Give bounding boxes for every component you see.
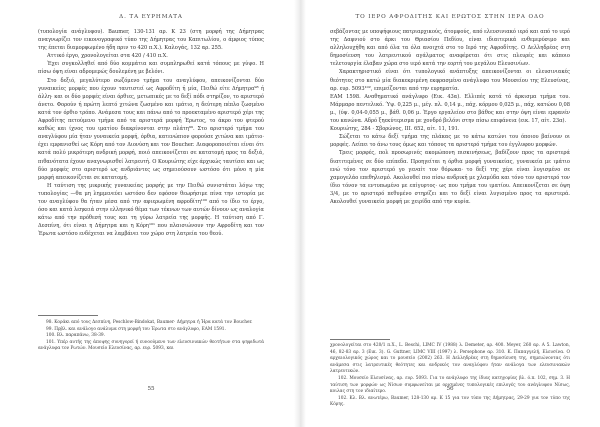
paragraph: Αττικό έργο, χρονολογείται στα 420 / 410 π.Χ. — [47, 53, 168, 60]
paragraph: (τυπολογία ανάγλυφου). Baumer, 130-131 αρ. Κ 23 (στη μορφή της Δήμητρας αναγνωρίζει τον εικονογραφικό τύπο της Δήμητρας του Καπιτωλίου, ο άμφιος τύπος της έπεται διαμορφωμένο ήδη πριν το 420 π.Χ.). Καλογάς, 132 αρ. 255. — [38, 29, 264, 52]
paragraph: Έχει συγκολληθεί από δύο κομμάτια και συμπληρωθεί κατά τόπους με γύψο. Η πίσω όψη είναι αδρομερώς δουλεμένη με βελόνι. — [38, 61, 264, 76]
page-number: 56 — [446, 386, 454, 392]
paragraph: Τρεις μορφές, πολ προσωρινές ακομώπονη πισκινήσεως, βαδίζουν προς τα αριστερά διατιτεμένες σε δύο επίπεδα. Προηγείται η όρθια μορφή γυναικείας, γυναικεία με ιμάτιο ενώ τόνο τον αριστερό γο γεναίτ τον θόρωκα· το δεξί της χέρι είναι λυγισμένο σε χαμογελάο επεθηλισμό. Ακολουθεί πιο πίσω ανδρική με χλαμύδα και τόνο τον αριστερό τον ίδιο τόνον τα εντυπωμένο με επίγυρτος· ως που τμήμα του ιματίου. Απεικονίζεται σε όψη 3/4, με το αριστερό πεθυμένο στηρίζει και το δεξί είναι λυγισμένο προς τα αριστερά. Ακολουθεί γυναικεία μορφή με χειρίδα από την κυρία. — [330, 150, 570, 205]
right-page — [306, 0, 600, 427]
bibliography-line: Κουριώτης, 284 · Σβορώνος, III. 652, αίτ. 11, 191. — [330, 126, 460, 133]
footnote: 102. Μουσείο Ελευσίνας, αρ. ευρ. 5093. Για το ανάγλυφο της ίδιας κατηγορίας βλ. ό.π. 102, σημ. 3. Η ταύτιση των μορφών ως Νίσων συμφωνείται με ορισμένες τυπολογικές επιλογές του ανάγλυφου Νίσως, κοιλας στη τον ιδιαίτερο. — [330, 375, 570, 395]
footnote: χρονολογείται στο 420/1 π.Χ., L. Beschi, LIMC IV (1988) λ. Demeter, αρ. 400. Meyer, 260 αρ. A 5. Lawton, 46, 82-83 αρ. 3 (Εικ. 3). G. Guttner, LIMC VIII (1997) λ. Persephone αρ. 310. Κ. Παπαγγελή, Ελευσίνα. Ο αρχαιολογικός χώρος και το μουσείο (2002) 263. Η Δελληδρέας στη δημοσίευση της, σημειώνοντας ότι ανάμεσα στις λατρευτικές θεότητες και ανδρικός τον αναγλύφου ήταν ανάλογα των ελευσινιακών λατρευτικών. — [330, 343, 570, 375]
footnote: 99. Πρβλ. και ανάλογο ανάλυμα στη μορφή του Έρωτα στο ανάγλυφο, ΕΑΜ 1591. — [46, 326, 226, 332]
footnotes — [38, 320, 264, 353]
footnote: 100. Βλ. παραπάνω, 38-39. — [46, 333, 106, 339]
main-text — [330, 28, 570, 206]
footnote-rule — [38, 315, 98, 316]
paragraph: Στο δεξιό, μεγαλύτερο σωζόμενο τμήμα του αναγλύφου, απεικονίζονται δύο γυναικείες μορφές που έχουν ταυτιστεί ως Αφροδίτη ή μία, Πειθώ είτε Δήμητρα⁹⁸ ή άλλη· και οι δύο μορφές είναι όρθιες, μετωπικές με το δεξί πόδι στηρίζον, το αριστερό άνετο. Φορούν ή πρώτη λεπτό χιτώνα ζωσμένο και ιμάτιο, η δεύτερη πέπλο ζωσμένο κατά τον όρθιο τρόπο. Ανάμεσα τους και πάνω από το προεκταμένο αριστερό χέρι της Αφροδίτης πετούμενο τμήμα από τα αριστερά μορφή Έρωτος, το άκρο του φτερού καθώς και ίχνος του ιματίου διακρίνονται στην πλάτη⁹⁹. Στο αριστερό τμήμα του αναγλύφου μία ήταν γυναικεία μορφή, όρθια, κατενώπιον φορούσε χιτώνα και ιμάτιο· έχει εμφανισθεί ως Κόρη από τον Διονύση και τον Boucher. Διαφοροποιείται είναι ότι κατά πολύ μικρότερη ανδρική μορφή, ποιό απεικονίζεται σε κατατομή προς τα δεξιά, πιθανότατα έχουν αναγνωρισθεί λατρευτή. Ο Κουριώτης είχε άρχικώς ταυτίσει και ως δύο μορφές στο αριστερό ως ανδριάντες ως σημειούσουν ωστόσο ότι μόνο η μία μορφή απεικονίζεται σε κατατομή. — [38, 77, 264, 181]
footnote: 102. Κλ. Βλ. ανωτέρω, Baumer, 128-130 αρ. Κ 15 για τον τύπο της Δήμητρας, 29-29 για τον τύπο της Κόρης. — [330, 395, 570, 408]
running-header: Δ. ΤΑ ΕΥΡΗΜΑΤΑ — [119, 14, 183, 20]
main-text — [38, 28, 264, 238]
book-gutter — [294, 0, 306, 427]
paragraph: Η ταύτιση της μικρικής γυναικείας μορφής με την Πειθώ συνιστάται λόγω της τυπολογίας —θα μη λημμενεύει ωστόσο δεν εφόσον θεωρήσιμε πίνα την ιστορία με τον αναγλύφου θα ήταν μέσα από την αφιερωμένη αφροδίτη¹⁰⁰ από το ίδιο το έργο, όσο και κατά λεηκειά στην ελληνικό θέμα των τέκνων των αυτών δίνουν ως αναλογία κάτω από την πρόθεσή τους και τη γύρω λατρεία της μορφής. Η ταύτιση από Γ. Δεσπίνη, ότι είναι η Δήμητρα και η Κόρη¹⁰¹ που πλαισιώνουν την Αφροδίτη και τον Έρωτα ωστόσο ενδέχεται να λαμβάνει τον χώρο στη λατρεία του θεού. — [38, 182, 264, 238]
catalogue-entry: ΕΑΜ 1598. Αναθηματικό ανάγλυφο (Εικ. 43α). Ελλιπές κατά τό άρκισμα τμήμα του. Μάρμαρο πεντελικό. Ύψ. 0,225 μ., μέγ. πλ. 0,14 μ., πάχ. κόρμου 0,025 μ., πάχ. κατώου 0,08 μ., (ύψ. 0,04-0,055 μ., βάθ. 0,06 μ. Έργο εργαλείου στο βάθος και στην όψη είναι εμφανέν του κανώνα. Αδρό ξηεκύτερισμα με χονδρό βελόνι στην πίσω επιφάνεια (εικ. 17, αίτ. 23α). — [330, 93, 570, 125]
left-page — [0, 0, 294, 427]
footnote: 98. Κοράκι από τους Δεσπίνη, Peschlow-Bindokat, Baumer· Δήμητρα ή Ήρα κατά τον Boucher. — [46, 320, 253, 325]
paragraph: Χαρακτηριστικό είναι ότι τυπολογικό ανάπτυξης απεικονίζονται οι ελευσινιακές θεότητες στο κατώ μία διακεκριμένη εκφρασμένο ανάγλυφο του Μουσείου της Ελευσίνας, αρ. ευρ. 5093¹⁰², επιμείζονται από την ευρηματία. — [330, 69, 570, 92]
page-number: 55 — [147, 386, 155, 392]
footnote: 101. Υπέρ αυτής της άποψης συνηγορεί ή ευνοούμενο των ελευσινιακών θεοτήτων στα ψηφιδωτά ανάγλυφα τον Ρωτών. Μουσείο Ελευσίνας, αρ. ευρ. 5093, και — [38, 339, 264, 352]
paragraph: σεβάζοντας με υποψήφιους πατριαρχικούς, άτομφούς, από ελευσινιακό ιερό και από το ιερό της Δαφνιού στο άρκι του Θριασίου Πεδίου, είναι ιδιαιτερικά ενθεμερύσιμο και αλληλουχήθη και από όλα τα όλα ανοιχτά στο το Ιερό της Αφροδίτης. Ο Δελληδρέας στη δημοσίευση του λατρευτικού αγάλματος αναφέρεται ότι στις πλευρές και κάποιο τελετουργία έλαβαν χώρα στο ιερό κατά την εορτή του μεγάλου Ελευσινίων. — [330, 29, 570, 68]
running-header: ΤΟ ΙΕΡΟ ΑΦΡΟΔΙΤΗΣ ΚΑΙ ΕΡΩΤΟΣ ΣΤΗΝ ΙΕΡΑ ΟΔΟ — [355, 14, 545, 20]
paragraph: Σώζεται το κάτω δεξί τμήμα της πλάκας με το κάτω κατώνι του όποιου βαίνουν οι μορφές. Λείπει το άνω τους όμως και τόπους τα αριστερό τμήμα του έγγλυφου μορφών. — [330, 134, 570, 149]
footnote-rule — [330, 339, 390, 340]
footnotes — [330, 343, 570, 409]
